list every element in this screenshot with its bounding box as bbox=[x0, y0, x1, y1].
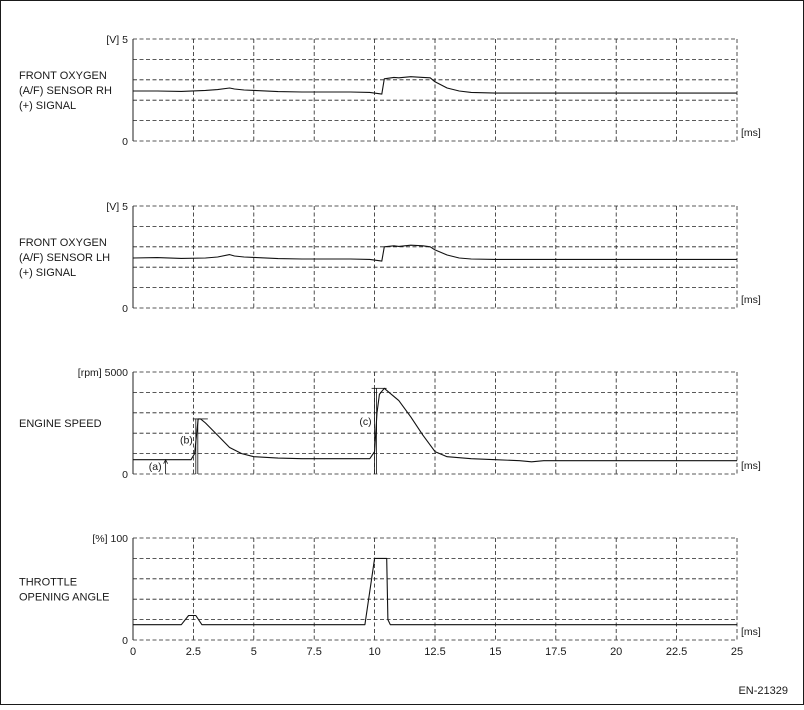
figure-id-label: EN-21329 bbox=[738, 685, 788, 697]
x-tick-label: 7.5 bbox=[306, 646, 322, 658]
signal-label-line: (+) SIGNAL bbox=[19, 100, 77, 112]
x-unit-label: [ms] bbox=[741, 127, 761, 139]
signal-label-line: (A/F) SENSOR LH bbox=[19, 252, 111, 264]
x-tick-label: 15 bbox=[489, 646, 502, 658]
x-tick-label: 12.5 bbox=[424, 646, 446, 658]
annotation-b-label: (b) bbox=[179, 434, 193, 447]
y-axis-top-label: [rpm] 5000 bbox=[77, 367, 128, 379]
y-axis-bottom-label: 0 bbox=[122, 469, 128, 481]
x-tick-label: 10 bbox=[368, 646, 381, 658]
x-tick-label: 0 bbox=[129, 646, 137, 658]
y-axis-bottom-label: 0 bbox=[122, 303, 128, 315]
signal-label-line: (+) SIGNAL bbox=[19, 267, 77, 279]
y-axis-top-label: [%] 100 bbox=[92, 533, 128, 545]
signal-label-line: ENGINE SPEED bbox=[19, 418, 102, 430]
x-unit-label: [ms] bbox=[741, 294, 761, 306]
x-tick-label: 17.5 bbox=[545, 646, 567, 658]
y-axis-top-label: [V] 5 bbox=[106, 201, 128, 213]
x-tick-label: 25 bbox=[730, 646, 744, 658]
y-axis-top-label: [V] 5 bbox=[106, 34, 128, 46]
signal-label-line: (A/F) SENSOR RH bbox=[19, 85, 112, 97]
annotation-c-label: (c) bbox=[359, 415, 372, 428]
y-axis-bottom-label: 0 bbox=[122, 635, 128, 647]
signal-label-line: OPENING ANGLE bbox=[19, 591, 110, 604]
signal-label-line: THROTTLE bbox=[19, 576, 78, 589]
x-tick-label: 22.5 bbox=[665, 646, 688, 658]
signal-label-line: FRONT OXYGEN bbox=[19, 70, 107, 82]
x-tick-label: 2.5 bbox=[185, 646, 202, 658]
signal-label-line: FRONT OXYGEN bbox=[19, 237, 107, 249]
annotation-a-label: (a) bbox=[148, 461, 162, 473]
x-unit-label: [ms] bbox=[741, 460, 761, 472]
x-tick-label: 20 bbox=[610, 646, 623, 658]
x-unit-label: [ms] bbox=[741, 626, 761, 638]
y-axis-bottom-label: 0 bbox=[122, 136, 128, 148]
x-tick-label: 5 bbox=[250, 646, 257, 658]
